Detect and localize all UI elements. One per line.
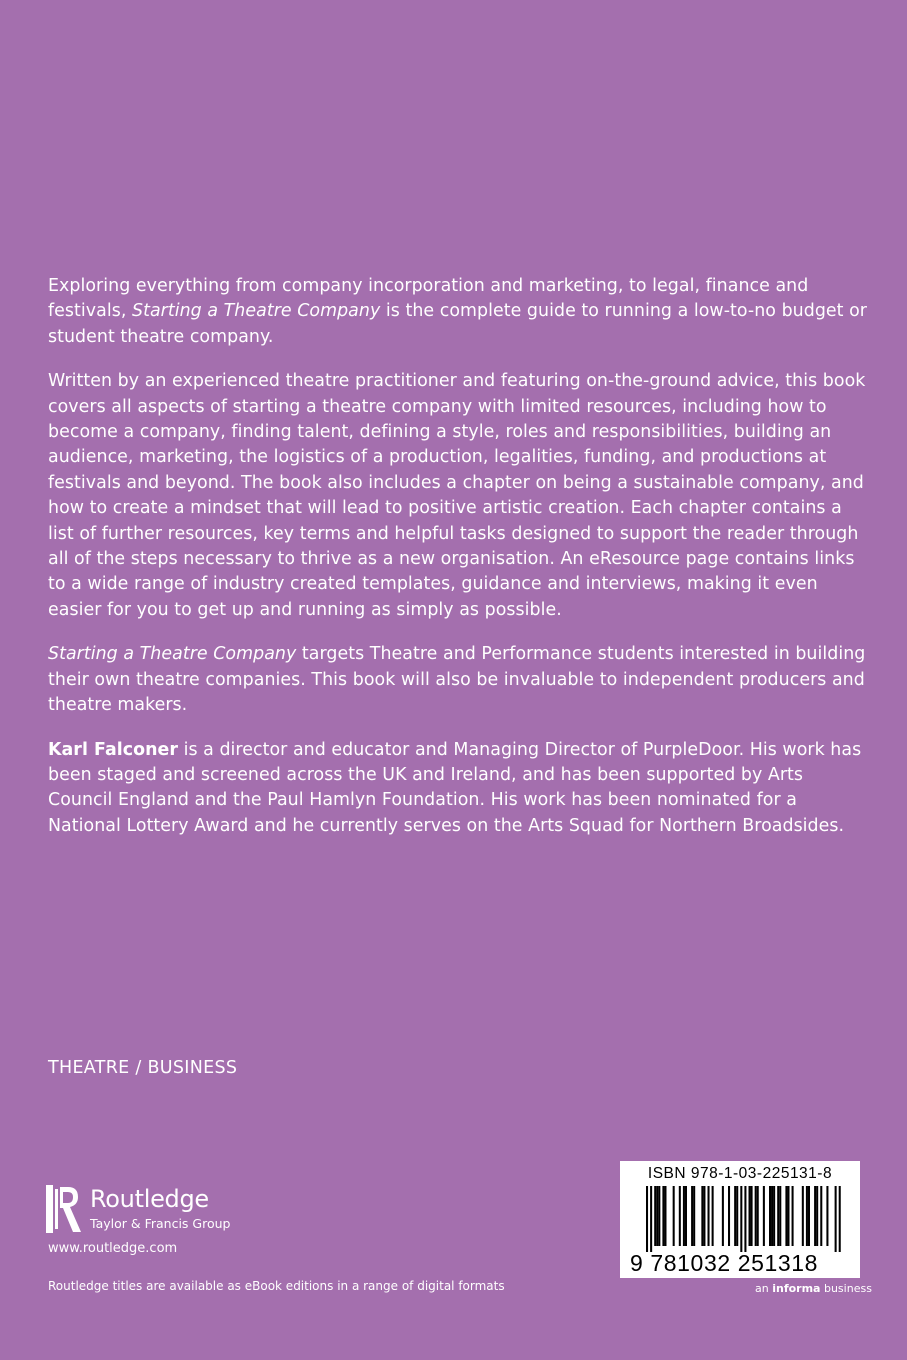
book-title-italic: Starting a Theatre Company	[131, 301, 381, 322]
isbn-label: ISBN 978-1-03-225131-8	[647, 1165, 833, 1182]
barcode-bar	[779, 1186, 781, 1246]
barcode-bar	[662, 1186, 664, 1246]
barcode-bar	[792, 1186, 794, 1246]
barcode-bar	[839, 1186, 841, 1252]
informa-suffix: business	[820, 1282, 872, 1295]
barcode-bar	[654, 1186, 656, 1246]
barcode-digits: 9 781032 251318	[630, 1250, 819, 1276]
barcode-bar	[749, 1186, 751, 1246]
publisher-group: Taylor & Francis Group	[90, 1216, 231, 1231]
barcode-bar	[658, 1186, 660, 1246]
barcode-bar	[802, 1186, 804, 1246]
barcode-bar	[683, 1186, 685, 1246]
barcode-bar	[763, 1186, 765, 1246]
back-cover-blurb	[48, 274, 868, 858]
barcode-bar	[685, 1186, 687, 1246]
barcode-bars	[620, 1186, 860, 1252]
barcode-bar	[744, 1186, 746, 1252]
barcode-bar	[691, 1186, 693, 1246]
barcode-bar	[755, 1186, 757, 1246]
barcode-bar	[722, 1186, 724, 1246]
barcode-bar	[814, 1186, 816, 1246]
informa-business-tag	[755, 1282, 872, 1295]
barcode-bar	[656, 1186, 658, 1246]
barcode-bar	[673, 1186, 675, 1246]
barcode-bar	[816, 1186, 818, 1246]
barcode-bar	[693, 1186, 695, 1246]
routledge-r-logo-icon	[44, 1183, 84, 1235]
author-name: Karl Falconer	[48, 739, 179, 760]
ebook-note: Routledge titles are available as eBook editions in a range of digital formats	[48, 1279, 505, 1293]
barcode-bar	[771, 1186, 773, 1246]
barcode-bar	[679, 1186, 681, 1246]
barcode-bar	[650, 1186, 652, 1252]
barcode-bar	[757, 1186, 759, 1246]
blurb-text: is the complete guide to running a low-to-no budget or student theatre company.	[48, 301, 867, 347]
barcode-bar	[701, 1186, 703, 1246]
barcode-bar	[777, 1186, 779, 1246]
blurb-paragraph-1	[48, 274, 868, 350]
publisher-url: www.routledge.com	[48, 1241, 178, 1256]
blurb-paragraph-3	[48, 642, 868, 718]
barcode-bar	[712, 1186, 714, 1246]
barcode-bar	[708, 1186, 710, 1246]
barcode-bar	[826, 1186, 828, 1246]
barcode-bar	[785, 1186, 787, 1246]
barcode-bar	[703, 1186, 705, 1246]
barcode-bar	[740, 1186, 742, 1252]
barcode-bar	[835, 1186, 837, 1252]
subject-category: THEATRE / BUSINESS	[48, 1058, 238, 1078]
isbn-barcode	[620, 1161, 860, 1278]
barcode-bar	[773, 1186, 775, 1246]
barcode-bar	[820, 1186, 822, 1246]
barcode-bar	[646, 1186, 648, 1252]
barcode-bar	[736, 1186, 738, 1246]
barcode-bar	[808, 1186, 810, 1246]
barcode-bar	[728, 1186, 730, 1246]
barcode-bar	[664, 1186, 666, 1246]
barcode-bar	[751, 1186, 753, 1246]
blurb-paragraph-2: Written by an experienced theatre practitioner and featuring on-the-ground advice, this book covers all aspects of starting a theatre company with limited resources, including how to become a company, finding talent, defining a style, roles and responsibilities, building an audience, marketing, the logistics of a production, legalities, funding, and productions at festivals and beyond. The book also includes a chapter on being a sustainable company, and how to create a mindset that will lead to positive artistic creation. Each chapter contains a list of further resources, key terms and helpful tasks designed to support the reader through all of the steps necessary to thrive as a new organisation. An eResource page contains links to a wide range of industry created templates, guidance and interviews, making it even easier for you to get up and running as simply as possible.	[48, 371, 866, 620]
barcode-bar	[769, 1186, 771, 1246]
author-bio	[48, 738, 868, 840]
informa-prefix: an	[755, 1282, 773, 1295]
blurb-text: Exploring everything from company incorporation and marketing, to legal, finance and festivals,	[48, 276, 809, 322]
barcode-bar	[734, 1186, 736, 1246]
author-bio-text: is a director and educator and Managing Director of PurpleDoor. His work has been staged and screened across the UK and Ireland, and has been supported by Arts Council England and the Paul Hamlyn Foundation. His work has been nominated for a National Lottery Award and he currently serves on the Arts Squad for Northern Broadsides.	[48, 739, 862, 836]
informa-brand: informa	[772, 1282, 821, 1295]
book-title-italic: Starting a Theatre Company	[48, 644, 297, 665]
barcode-bar	[787, 1186, 789, 1246]
barcode-bar	[806, 1186, 808, 1246]
publisher-name: Routledge	[90, 1185, 209, 1213]
blurb-text: targets Theatre and Performance students interested in building their own theatre companies. This book will also be invaluable to independent producers and theatre makers.	[48, 644, 866, 716]
